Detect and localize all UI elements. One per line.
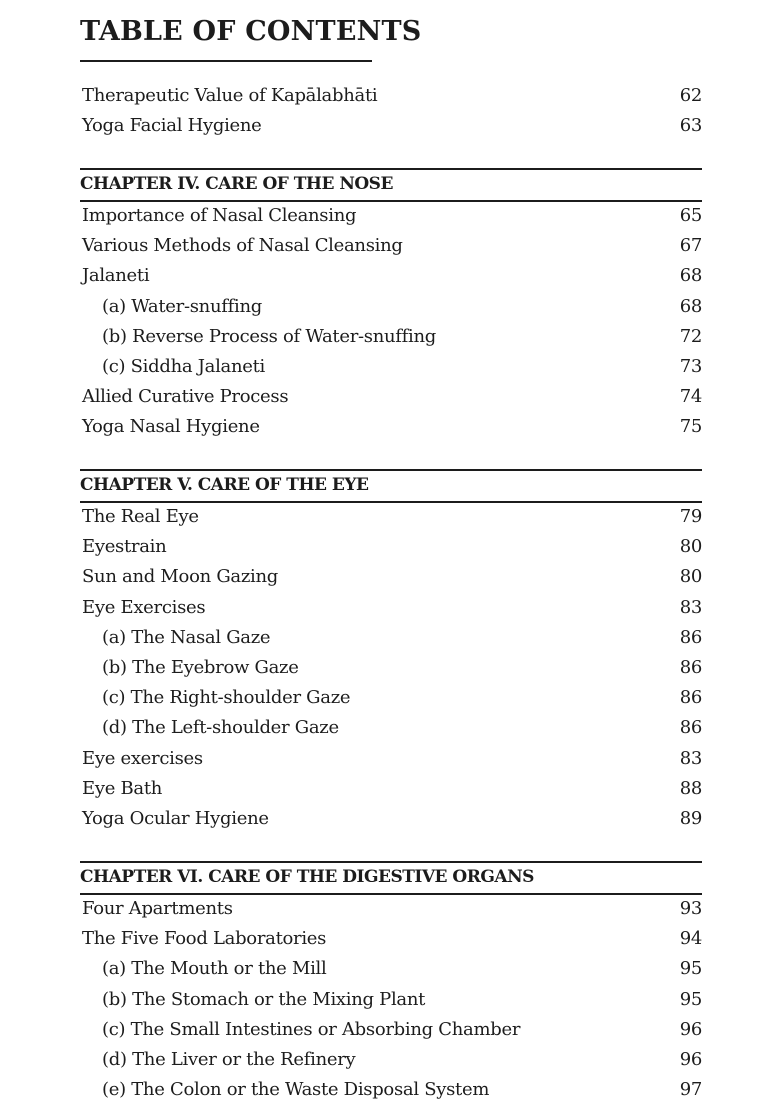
chapter-section-iv — [80, 168, 702, 444]
entry-page: 65 — [679, 205, 702, 226]
toc-entry[interactable] — [80, 745, 702, 775]
title-underline — [80, 60, 372, 62]
entry-page: 93 — [679, 898, 702, 919]
toc-entry[interactable] — [80, 775, 702, 805]
toc-entry[interactable] — [80, 112, 702, 142]
chapter-heading-label: CHAPTER V. CARE OF THE EYE — [80, 475, 369, 495]
entry-title: (d) The Left-shoulder Gaze — [102, 717, 339, 739]
entry-page: 62 — [679, 85, 702, 106]
entry-page: 86 — [679, 687, 702, 709]
page-title: TABLE OF CONTENTS — [80, 16, 422, 47]
toc-subentry[interactable] — [80, 684, 702, 714]
toc-entry[interactable] — [80, 563, 702, 593]
entry-title: Yoga Nasal Hygiene — [82, 416, 260, 438]
chapter-entry-list — [80, 202, 702, 444]
entry-title: Importance of Nasal Cleansing — [82, 205, 357, 226]
chapter-section-vi — [80, 861, 702, 1106]
entry-page: 89 — [679, 807, 702, 829]
toc-subentry[interactable] — [80, 654, 702, 684]
toc-subentry[interactable] — [80, 986, 702, 1016]
toc-subentry[interactable] — [80, 955, 702, 985]
entry-title: The Five Food Laboratories — [82, 928, 327, 950]
entry-page: 80 — [679, 536, 702, 558]
toc-entry[interactable] — [80, 895, 702, 925]
toc-subentry[interactable] — [80, 353, 702, 383]
entry-title: Allied Curative Process — [82, 386, 289, 408]
toc-entry[interactable] — [80, 82, 702, 112]
toc-entry[interactable] — [80, 232, 702, 262]
toc-subentry[interactable] — [80, 1076, 702, 1106]
entry-page: 96 — [679, 1018, 702, 1040]
entry-page: 68 — [679, 265, 702, 287]
entry-page: 83 — [679, 596, 702, 618]
chapter-heading[interactable] — [80, 861, 702, 895]
entry-title: Eye Bath — [82, 777, 163, 799]
entry-title: (d) The Liver or the Refinery — [102, 1048, 356, 1070]
entry-title: Sun and Moon Gazing — [82, 566, 278, 588]
toc-entry[interactable] — [80, 805, 702, 835]
entry-page: 86 — [679, 717, 702, 739]
chapter-heading-label: CHAPTER IV. CARE OF THE NOSE — [80, 174, 393, 194]
toc-subentry[interactable] — [80, 293, 702, 323]
chapter-rule-top — [80, 168, 702, 170]
toc-subentry[interactable] — [80, 1016, 702, 1046]
toc-subentry[interactable] — [80, 624, 702, 654]
entry-page: 96 — [679, 1048, 702, 1070]
entry-page: 79 — [679, 506, 702, 527]
entry-title: The Real Eye — [82, 506, 199, 527]
toc-entry[interactable] — [80, 383, 702, 413]
entry-page: 86 — [679, 626, 702, 648]
entry-title: Yoga Ocular Hygiene — [82, 807, 269, 829]
entry-title: Eye exercises — [82, 747, 203, 769]
entry-title: (c) The Right-shoulder Gaze — [102, 687, 351, 709]
chapter-heading[interactable] — [80, 469, 702, 503]
chapter-section-v — [80, 469, 702, 835]
entry-page: 95 — [679, 988, 702, 1010]
entry-page: 95 — [679, 958, 702, 980]
toc-entry[interactable] — [80, 925, 702, 955]
entry-title: (a) The Nasal Gaze — [102, 626, 271, 648]
toc-subentry[interactable] — [80, 714, 702, 744]
chapter-rule-top — [80, 469, 702, 471]
entry-title: Eyestrain — [82, 536, 167, 558]
chapter-entry-list — [80, 503, 702, 835]
entry-title: Eye Exercises — [82, 596, 206, 618]
entry-title: (b) The Eyebrow Gaze — [102, 656, 299, 678]
entry-page: 88 — [679, 777, 702, 799]
entry-page: 72 — [679, 325, 702, 347]
entry-page: 83 — [679, 747, 702, 769]
toc-subentry[interactable] — [80, 1046, 702, 1076]
entry-page: 67 — [679, 235, 702, 257]
toc-entry[interactable] — [80, 202, 702, 232]
entry-page: 63 — [679, 115, 702, 137]
entry-page: 75 — [679, 416, 702, 438]
toc-entry[interactable] — [80, 413, 702, 443]
chapter-rule-top — [80, 861, 702, 863]
intro-entry-list — [80, 82, 702, 142]
toc-entry[interactable] — [80, 262, 702, 292]
entry-title: Therapeutic Value of Kapālabhāti — [82, 85, 378, 106]
entry-title: (c) The Small Intestines or Absorbing Chamber — [102, 1018, 521, 1040]
entry-title: (c) Siddha Jalaneti — [102, 355, 265, 377]
toc-subentry[interactable] — [80, 323, 702, 353]
entry-page: 80 — [679, 566, 702, 588]
entry-page: 86 — [679, 656, 702, 678]
chapter-heading[interactable] — [80, 168, 702, 202]
chapter-entry-list — [80, 895, 702, 1106]
entry-page: 97 — [679, 1079, 702, 1101]
entry-title: (b) The Stomach or the Mixing Plant — [102, 988, 426, 1010]
entry-title: Yoga Facial Hygiene — [82, 115, 262, 137]
entry-title: (a) The Mouth or the Mill — [102, 958, 327, 980]
entry-title: Various Methods of Nasal Cleansing — [82, 235, 403, 257]
entry-title: (b) Reverse Process of Water-snuffing — [102, 325, 436, 347]
entry-title: Four Apartments — [82, 898, 233, 919]
intro-section — [80, 82, 702, 142]
entry-page: 94 — [679, 928, 702, 950]
toc-entry[interactable] — [80, 503, 702, 533]
entry-title: Jalaneti — [82, 265, 150, 287]
toc-entry[interactable] — [80, 533, 702, 563]
chapter-heading-label: CHAPTER VI. CARE OF THE DIGESTIVE ORGANS — [80, 867, 534, 887]
entry-title: (a) Water-snuffing — [102, 295, 262, 317]
entry-page: 68 — [679, 295, 702, 317]
entry-title: (e) The Colon or the Waste Disposal System — [102, 1079, 490, 1101]
entry-page: 73 — [679, 355, 702, 377]
toc-entry[interactable] — [80, 594, 702, 624]
entry-page: 74 — [679, 386, 702, 408]
